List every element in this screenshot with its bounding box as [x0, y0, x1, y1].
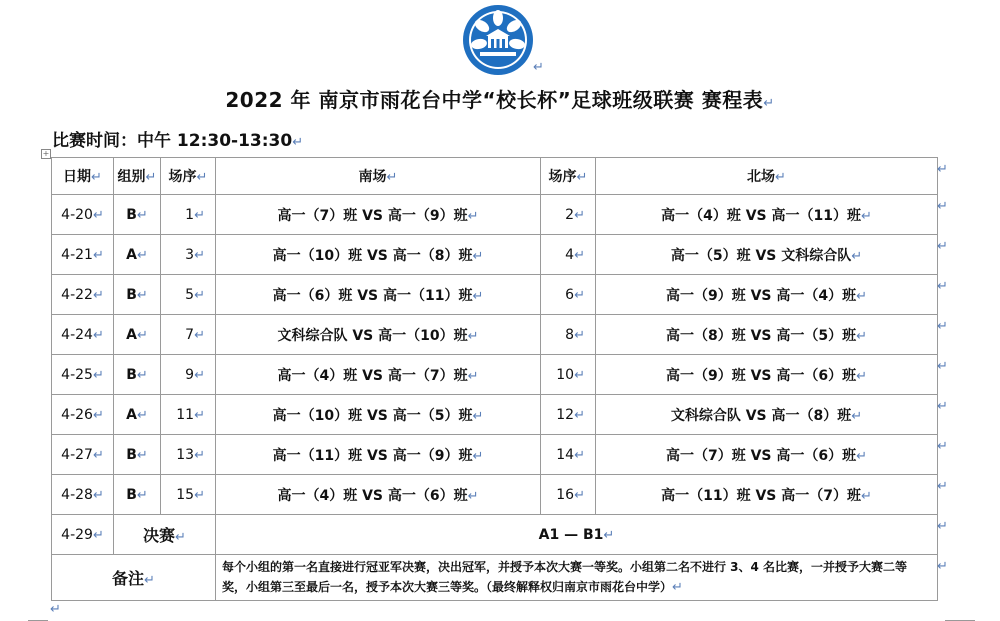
row-end-mark: ↵ — [937, 438, 948, 454]
paragraph-mark: ↵ — [851, 248, 863, 264]
paragraph-mark: ↵ — [194, 407, 205, 423]
cell-seq-north: 6↵ — [541, 275, 596, 315]
paragraph-mark: ↵ — [467, 208, 479, 224]
cell-south-match: 高一（11）班 VS 高一（9）班↵ — [216, 435, 541, 475]
paragraph-mark: ↵ — [467, 328, 479, 344]
paragraph-mark: ↵ — [472, 248, 484, 264]
cell-group: A↵ — [114, 395, 161, 435]
cell-seq-north: 16↵ — [541, 475, 596, 515]
header-row — [52, 158, 938, 195]
paragraph-mark: ↵ — [136, 247, 148, 263]
paragraph-mark: ↵ — [92, 287, 104, 303]
cell-south-match: 高一（6）班 VS 高一（11）班↵ — [216, 275, 541, 315]
paragraph-mark: ↵ — [92, 367, 104, 383]
paragraph-mark: ↵ — [194, 447, 205, 463]
paragraph-mark: ↵ — [672, 580, 683, 595]
cell-seq-south: 15↵ — [161, 475, 216, 515]
paragraph-mark: ↵ — [574, 407, 585, 423]
row-end-mark: ↵ — [937, 398, 948, 414]
cell-south-match: 高一（4）班 VS 高一（6）班↵ — [216, 475, 541, 515]
paragraph-mark: ↵ — [472, 448, 484, 464]
cell-seq-north: 12↵ — [541, 395, 596, 435]
cell-group: B↵ — [114, 195, 161, 235]
row-end-mark: ↵ — [937, 478, 948, 494]
cell-north-match: 高一（11）班 VS 高一（7）班↵ — [596, 475, 938, 515]
paragraph-mark: ↵ — [472, 288, 484, 304]
row-end-mark: ↵ — [937, 278, 948, 294]
paragraph-mark: ↵ — [194, 247, 205, 263]
paragraph-mark: ↵ — [472, 408, 484, 424]
row-end-mark: ↵ — [937, 558, 948, 574]
paragraph-mark: ↵ — [856, 368, 868, 384]
paragraph-mark: ↵ — [92, 407, 104, 423]
cell-final-match: A1 — B1↵ — [216, 515, 938, 555]
table-row — [52, 275, 938, 315]
paragraph-mark: ↵ — [574, 447, 585, 463]
row-end-mark: ↵ — [937, 161, 948, 177]
schedule-table — [51, 157, 938, 601]
cell-north-match: 高一（4）班 VS 高一（11）班↵ — [596, 195, 938, 235]
cell-north-match: 高一（8）班 VS 高一（5）班↵ — [596, 315, 938, 355]
row-end-mark: ↵ — [937, 518, 948, 534]
paragraph-mark: ↵ — [136, 327, 148, 343]
paragraph-mark: ↵ — [136, 367, 148, 383]
paragraph-mark: ↵ — [574, 247, 585, 263]
cell-final-label: 决赛↵ — [114, 515, 216, 555]
paragraph-mark: ↵ — [851, 408, 863, 424]
paragraph-mark: ↵ — [603, 527, 615, 543]
paragraph-mark: ↵ — [574, 367, 585, 383]
school-logo — [462, 4, 534, 76]
header-seq-south: 场序↵ — [161, 158, 216, 195]
cell-seq-north: 2↵ — [541, 195, 596, 235]
page-title: 2022 年 南京市雨花台中学“校长杯”足球班级联赛 赛程表↵ — [225, 88, 775, 112]
cell-final-date: 4-29↵ — [52, 515, 114, 555]
cell-north-match: 高一（5）班 VS 文科综合队↵ — [596, 235, 938, 275]
cell-date: 4-26↵ — [52, 395, 114, 435]
cell-group: A↵ — [114, 235, 161, 275]
paragraph-mark: ↵ — [574, 487, 585, 503]
row-end-mark: ↵ — [937, 198, 948, 214]
paragraph-mark: ↵ — [574, 207, 585, 223]
cell-seq-south: 7↵ — [161, 315, 216, 355]
cell-date: 4-21↵ — [52, 235, 114, 275]
paragraph-mark: ↵ — [136, 487, 148, 503]
header-group: 组别↵ — [114, 158, 161, 195]
cell-group: A↵ — [114, 315, 161, 355]
cell-seq-south: 13↵ — [161, 435, 216, 475]
cell-seq-north: 4↵ — [541, 235, 596, 275]
final-row — [52, 515, 938, 555]
cell-south-match: 高一（10）班 VS 高一（8）班↵ — [216, 235, 541, 275]
paragraph-mark: ↵ — [136, 407, 148, 423]
paragraph-mark: ↵ — [856, 448, 868, 464]
cell-date: 4-25↵ — [52, 355, 114, 395]
paragraph-mark: ↵ — [860, 488, 872, 504]
cell-note-label: 备注↵ — [52, 555, 216, 601]
table-row — [52, 355, 938, 395]
paragraph-mark: ↵ — [144, 573, 155, 588]
paragraph-mark: ↵ — [136, 207, 148, 223]
cell-north-match: 高一（9）班 VS 高一（4）班↵ — [596, 275, 938, 315]
cell-south-match: 文科综合队 VS 高一（10）班↵ — [216, 315, 541, 355]
cell-group: B↵ — [114, 475, 161, 515]
paragraph-mark: ↵ — [856, 328, 868, 344]
paragraph-mark: ↵ — [763, 96, 775, 111]
cell-seq-north: 14↵ — [541, 435, 596, 475]
paragraph-mark: ↵ — [860, 208, 872, 224]
paragraph-mark: ↵ — [194, 327, 205, 343]
row-end-mark: ↵ — [937, 238, 948, 254]
paragraph-mark: ↵ — [175, 530, 186, 545]
cell-south-match: 高一（7）班 VS 高一（9）班↵ — [216, 195, 541, 235]
table-row — [52, 435, 938, 475]
paragraph-mark: ↵ — [50, 602, 61, 617]
cell-note-text: 每个小组的第一名直接进行冠亚军决赛，决出冠军，并授予本次大赛一等奖。小组第二名不进行 3、4 名比赛，一并授予大赛二等奖，小组第三至最后一名，授予本次大赛三等奖。（最终解释权归南京市雨花台中学）↵ — [216, 555, 938, 601]
cell-seq-north: 10↵ — [541, 355, 596, 395]
paragraph-mark: ↵ — [467, 368, 479, 384]
cell-date: 4-27↵ — [52, 435, 114, 475]
paragraph-mark: ↵ — [92, 447, 104, 463]
table-row — [52, 315, 938, 355]
cell-north-match: 高一（9）班 VS 高一（6）班↵ — [596, 355, 938, 395]
cell-group: B↵ — [114, 275, 161, 315]
cell-south-match: 高一（10）班 VS 高一（5）班↵ — [216, 395, 541, 435]
cell-seq-south: 1↵ — [161, 195, 216, 235]
cell-date: 4-24↵ — [52, 315, 114, 355]
paragraph-mark: ↵ — [194, 487, 205, 503]
paragraph-mark: ↵ — [92, 207, 104, 223]
cell-date: 4-28↵ — [52, 475, 114, 515]
table-row — [52, 475, 938, 515]
cell-seq-south: 3↵ — [161, 235, 216, 275]
paragraph-mark: ↵ — [92, 487, 104, 503]
paragraph-mark: ↵ — [92, 527, 104, 543]
cell-seq-north: 8↵ — [541, 315, 596, 355]
header-south: 南场↵ — [216, 158, 541, 195]
paragraph-mark: ↵ — [92, 327, 104, 343]
row-end-mark: ↵ — [937, 318, 948, 334]
match-time: 比赛时间：中午 12:30-13:30↵ — [52, 131, 304, 151]
paragraph-mark: ↵ — [467, 488, 479, 504]
paragraph-mark: ↵ — [92, 247, 104, 263]
cell-seq-south: 5↵ — [161, 275, 216, 315]
paragraph-mark: ↵ — [292, 135, 304, 150]
note-row — [52, 555, 938, 601]
paragraph-mark: ↵ — [574, 287, 585, 303]
paragraph-mark: ↵ — [194, 367, 205, 383]
cell-date: 4-20↵ — [52, 195, 114, 235]
cell-seq-south: 9↵ — [161, 355, 216, 395]
cell-seq-south: 11↵ — [161, 395, 216, 435]
table-row — [52, 395, 938, 435]
paragraph-mark: ↵ — [194, 207, 205, 223]
table-row — [52, 195, 938, 235]
paragraph-mark: ↵ — [194, 287, 205, 303]
paragraph-mark: ↵ — [136, 447, 148, 463]
header-north: 北场↵ — [596, 158, 938, 195]
cell-north-match: 高一（7）班 VS 高一（6）班↵ — [596, 435, 938, 475]
table-move-handle[interactable]: + — [42, 149, 50, 158]
cell-group: B↵ — [114, 435, 161, 475]
paragraph-mark: ↵ — [136, 287, 148, 303]
paragraph-mark: ↵ — [574, 327, 585, 343]
paragraph-mark: ↵ — [533, 60, 544, 75]
cell-group: B↵ — [114, 355, 161, 395]
row-end-mark: ↵ — [937, 358, 948, 374]
header-seq-north: 场序↵ — [541, 158, 596, 195]
cell-north-match: 文科综合队 VS 高一（8）班↵ — [596, 395, 938, 435]
header-date: 日期↵ — [52, 158, 114, 195]
paragraph-mark: ↵ — [856, 288, 868, 304]
table-row — [52, 235, 938, 275]
cell-date: 4-22↵ — [52, 275, 114, 315]
cell-south-match: 高一（4）班 VS 高一（7）班↵ — [216, 355, 541, 395]
